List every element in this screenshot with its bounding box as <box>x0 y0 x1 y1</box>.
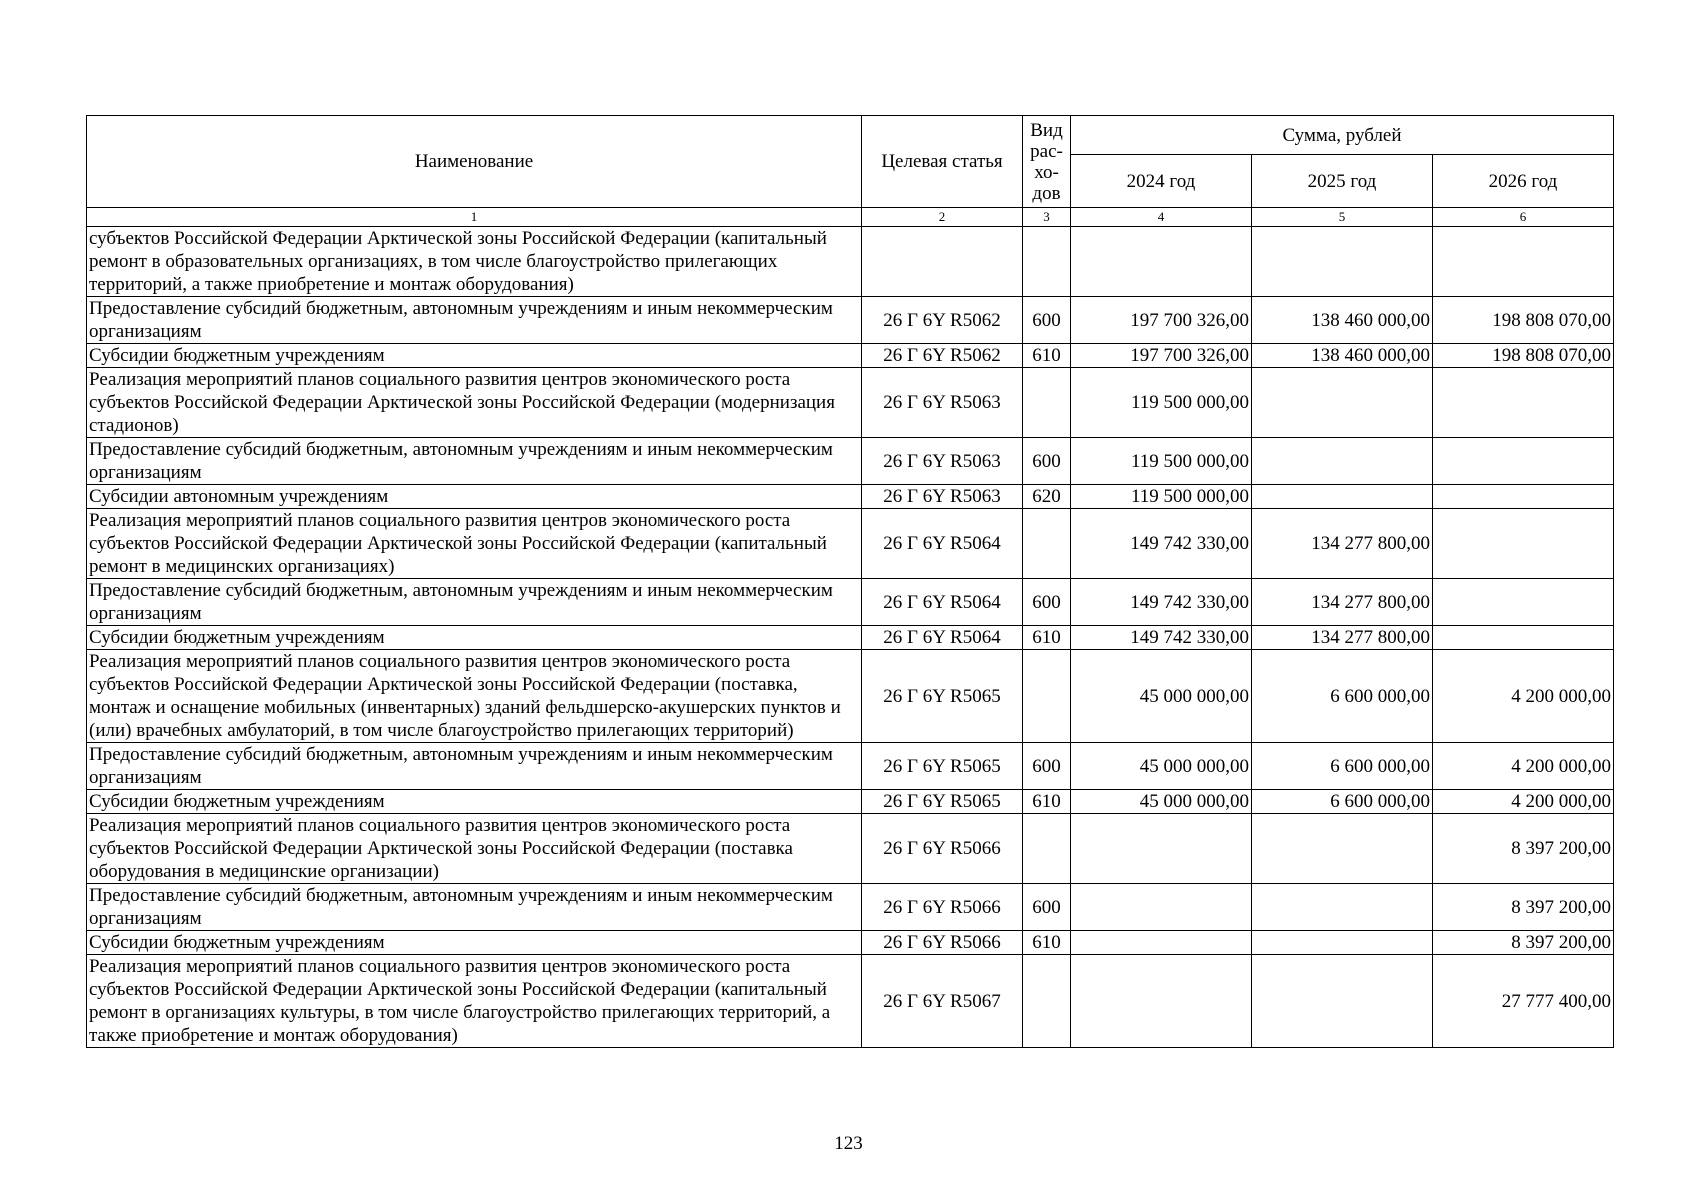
table-row <box>87 884 1614 931</box>
row-target-article: 26 Г 6Y R5063 <box>862 485 1023 509</box>
table-row <box>87 227 1614 297</box>
row-sum-2025: 138 460 000,00 <box>1252 297 1433 344</box>
table-row <box>87 650 1614 743</box>
header-year-2024: 2024 год <box>1071 155 1252 208</box>
table-row <box>87 579 1614 626</box>
row-expense-kind <box>1023 368 1071 438</box>
column-number: 3 <box>1023 208 1071 227</box>
row-target-article: 26 Г 6Y R5064 <box>862 579 1023 626</box>
row-sum-2025 <box>1252 368 1433 438</box>
row-sum-2025: 6 600 000,00 <box>1252 790 1433 814</box>
table-body <box>87 227 1614 1048</box>
row-sum-2025: 6 600 000,00 <box>1252 650 1433 743</box>
row-sum-2024 <box>1071 931 1252 955</box>
header-sum: Сумма, рублей <box>1071 116 1614 155</box>
table-row <box>87 626 1614 650</box>
row-name: Реализация мероприятий планов социального развития центров экономического роста субъектов Российской Федерации Арктической зоны Российской Федерации (капитальный ремонт в организациях культуры, в том числе благоустройство прилегающих территорий, а также приобретение и монтаж оборудования) <box>87 955 862 1048</box>
row-name: Предоставление субсидий бюджетным, автономным учреждениям и иным некоммерческим организациям <box>87 438 862 485</box>
row-sum-2025 <box>1252 884 1433 931</box>
row-target-article: 26 Г 6Y R5064 <box>862 626 1023 650</box>
row-sum-2025: 134 277 800,00 <box>1252 509 1433 579</box>
table-row <box>87 438 1614 485</box>
row-sum-2025 <box>1252 955 1433 1048</box>
row-sum-2025: 6 600 000,00 <box>1252 743 1433 790</box>
row-sum-2024: 197 700 326,00 <box>1071 344 1252 368</box>
row-target-article: 26 Г 6Y R5063 <box>862 438 1023 485</box>
table-row <box>87 931 1614 955</box>
row-sum-2024 <box>1071 955 1252 1048</box>
column-number: 6 <box>1433 208 1614 227</box>
row-name: Предоставление субсидий бюджетным, автономным учреждениям и иным некоммерческим организациям <box>87 743 862 790</box>
row-sum-2024: 45 000 000,00 <box>1071 650 1252 743</box>
row-sum-2025: 134 277 800,00 <box>1252 579 1433 626</box>
row-expense-kind: 600 <box>1023 438 1071 485</box>
row-sum-2024: 45 000 000,00 <box>1071 743 1252 790</box>
row-expense-kind: 600 <box>1023 743 1071 790</box>
row-expense-kind: 610 <box>1023 626 1071 650</box>
row-name: Реализация мероприятий планов социального развития центров экономического роста субъектов Российской Федерации Арктической зоны Российской Федерации (модернизация стадионов) <box>87 368 862 438</box>
row-sum-2024 <box>1071 814 1252 884</box>
row-name: Субсидии бюджетным учреждениям <box>87 931 862 955</box>
header-year-2025: 2025 год <box>1252 155 1433 208</box>
row-target-article <box>862 227 1023 297</box>
row-sum-2025: 138 460 000,00 <box>1252 344 1433 368</box>
row-sum-2026: 198 808 070,00 <box>1433 344 1614 368</box>
row-sum-2026 <box>1433 227 1614 297</box>
header-target-article: Целевая статья <box>862 116 1023 208</box>
row-sum-2026: 4 200 000,00 <box>1433 790 1614 814</box>
row-sum-2026: 8 397 200,00 <box>1433 884 1614 931</box>
row-expense-kind <box>1023 509 1071 579</box>
column-numbers-row <box>87 208 1614 227</box>
row-sum-2026: 27 777 400,00 <box>1433 955 1614 1048</box>
row-expense-kind <box>1023 814 1071 884</box>
row-sum-2025 <box>1252 227 1433 297</box>
row-sum-2024 <box>1071 884 1252 931</box>
row-expense-kind: 600 <box>1023 579 1071 626</box>
column-number: 4 <box>1071 208 1252 227</box>
row-name: субъектов Российской Федерации Арктической зоны Российской Федерации (капитальный ремонт в образовательных организациях, в том числе благоустройство прилегающих территорий, а также приобретение и монтаж оборудования) <box>87 227 862 297</box>
row-sum-2026 <box>1433 579 1614 626</box>
row-expense-kind: 600 <box>1023 297 1071 344</box>
row-target-article: 26 Г 6Y R5067 <box>862 955 1023 1048</box>
row-name: Субсидии бюджетным учреждениям <box>87 626 862 650</box>
row-expense-kind: 620 <box>1023 485 1071 509</box>
row-sum-2025 <box>1252 814 1433 884</box>
row-target-article: 26 Г 6Y R5062 <box>862 344 1023 368</box>
row-name: Субсидии бюджетным учреждениям <box>87 790 862 814</box>
row-sum-2026 <box>1433 368 1614 438</box>
row-sum-2026: 4 200 000,00 <box>1433 650 1614 743</box>
row-sum-2025 <box>1252 931 1433 955</box>
row-sum-2026: 8 397 200,00 <box>1433 931 1614 955</box>
row-name: Субсидии бюджетным учреждениям <box>87 344 862 368</box>
row-expense-kind <box>1023 955 1071 1048</box>
row-target-article: 26 Г 6Y R5065 <box>862 790 1023 814</box>
row-name: Предоставление субсидий бюджетным, автономным учреждениям и иным некоммерческим организациям <box>87 884 862 931</box>
table-row <box>87 814 1614 884</box>
row-sum-2024: 119 500 000,00 <box>1071 368 1252 438</box>
row-name: Реализация мероприятий планов социального развития центров экономического роста субъектов Российской Федерации Арктической зоны Российской Федерации (поставка, монтаж и оснащение мобильных (инвентарных) зданий фельдшерско-акушерских пунктов и (или) врачебных амбулаторий, в том числе благоустройство прилегающих территорий) <box>87 650 862 743</box>
row-sum-2024 <box>1071 227 1252 297</box>
row-sum-2026 <box>1433 438 1614 485</box>
row-sum-2026: 198 808 070,00 <box>1433 297 1614 344</box>
row-sum-2026 <box>1433 509 1614 579</box>
row-sum-2025 <box>1252 485 1433 509</box>
row-expense-kind: 610 <box>1023 931 1071 955</box>
header-expense-kind: Вид рас- хо- дов <box>1023 116 1071 208</box>
row-sum-2025 <box>1252 438 1433 485</box>
table-header <box>87 116 1614 227</box>
header-name: Наименование <box>87 116 862 208</box>
row-name: Реализация мероприятий планов социального развития центров экономического роста субъектов Российской Федерации Арктической зоны Российской Федерации (капитальный ремонт в медицинских организациях) <box>87 509 862 579</box>
row-sum-2026 <box>1433 485 1614 509</box>
row-target-article: 26 Г 6Y R5066 <box>862 931 1023 955</box>
header-year-2026: 2026 год <box>1433 155 1614 208</box>
row-expense-kind: 610 <box>1023 790 1071 814</box>
row-target-article: 26 Г 6Y R5065 <box>862 743 1023 790</box>
table-row <box>87 509 1614 579</box>
row-sum-2026: 4 200 000,00 <box>1433 743 1614 790</box>
row-sum-2024: 149 742 330,00 <box>1071 509 1252 579</box>
row-name: Предоставление субсидий бюджетным, автономным учреждениям и иным некоммерческим организациям <box>87 297 862 344</box>
row-target-article: 26 Г 6Y R5063 <box>862 368 1023 438</box>
row-target-article: 26 Г 6Y R5065 <box>862 650 1023 743</box>
row-expense-kind: 600 <box>1023 884 1071 931</box>
column-number: 2 <box>862 208 1023 227</box>
row-sum-2024: 149 742 330,00 <box>1071 626 1252 650</box>
table-row <box>87 297 1614 344</box>
table-row <box>87 955 1614 1048</box>
row-target-article: 26 Г 6Y R5066 <box>862 814 1023 884</box>
budget-table <box>86 115 1614 1048</box>
row-sum-2024: 197 700 326,00 <box>1071 297 1252 344</box>
row-target-article: 26 Г 6Y R5062 <box>862 297 1023 344</box>
table-row <box>87 790 1614 814</box>
row-target-article: 26 Г 6Y R5064 <box>862 509 1023 579</box>
table-row <box>87 743 1614 790</box>
row-sum-2026 <box>1433 626 1614 650</box>
table-row <box>87 485 1614 509</box>
row-expense-kind <box>1023 650 1071 743</box>
row-name: Реализация мероприятий планов социального развития центров экономического роста субъектов Российской Федерации Арктической зоны Российской Федерации (поставка оборудования в медицинские организации) <box>87 814 862 884</box>
row-sum-2026: 8 397 200,00 <box>1433 814 1614 884</box>
row-expense-kind <box>1023 227 1071 297</box>
row-sum-2024: 119 500 000,00 <box>1071 485 1252 509</box>
row-sum-2024: 149 742 330,00 <box>1071 579 1252 626</box>
table-row <box>87 368 1614 438</box>
row-sum-2025: 134 277 800,00 <box>1252 626 1433 650</box>
row-name: Предоставление субсидий бюджетным, автономным учреждениям и иным некоммерческим организациям <box>87 579 862 626</box>
column-number: 5 <box>1252 208 1433 227</box>
column-number: 1 <box>87 208 862 227</box>
page-number: 123 <box>834 1133 863 1154</box>
row-sum-2024: 119 500 000,00 <box>1071 438 1252 485</box>
row-target-article: 26 Г 6Y R5066 <box>862 884 1023 931</box>
row-name: Субсидии автономным учреждениям <box>87 485 862 509</box>
row-sum-2024: 45 000 000,00 <box>1071 790 1252 814</box>
table-row <box>87 344 1614 368</box>
row-expense-kind: 610 <box>1023 344 1071 368</box>
